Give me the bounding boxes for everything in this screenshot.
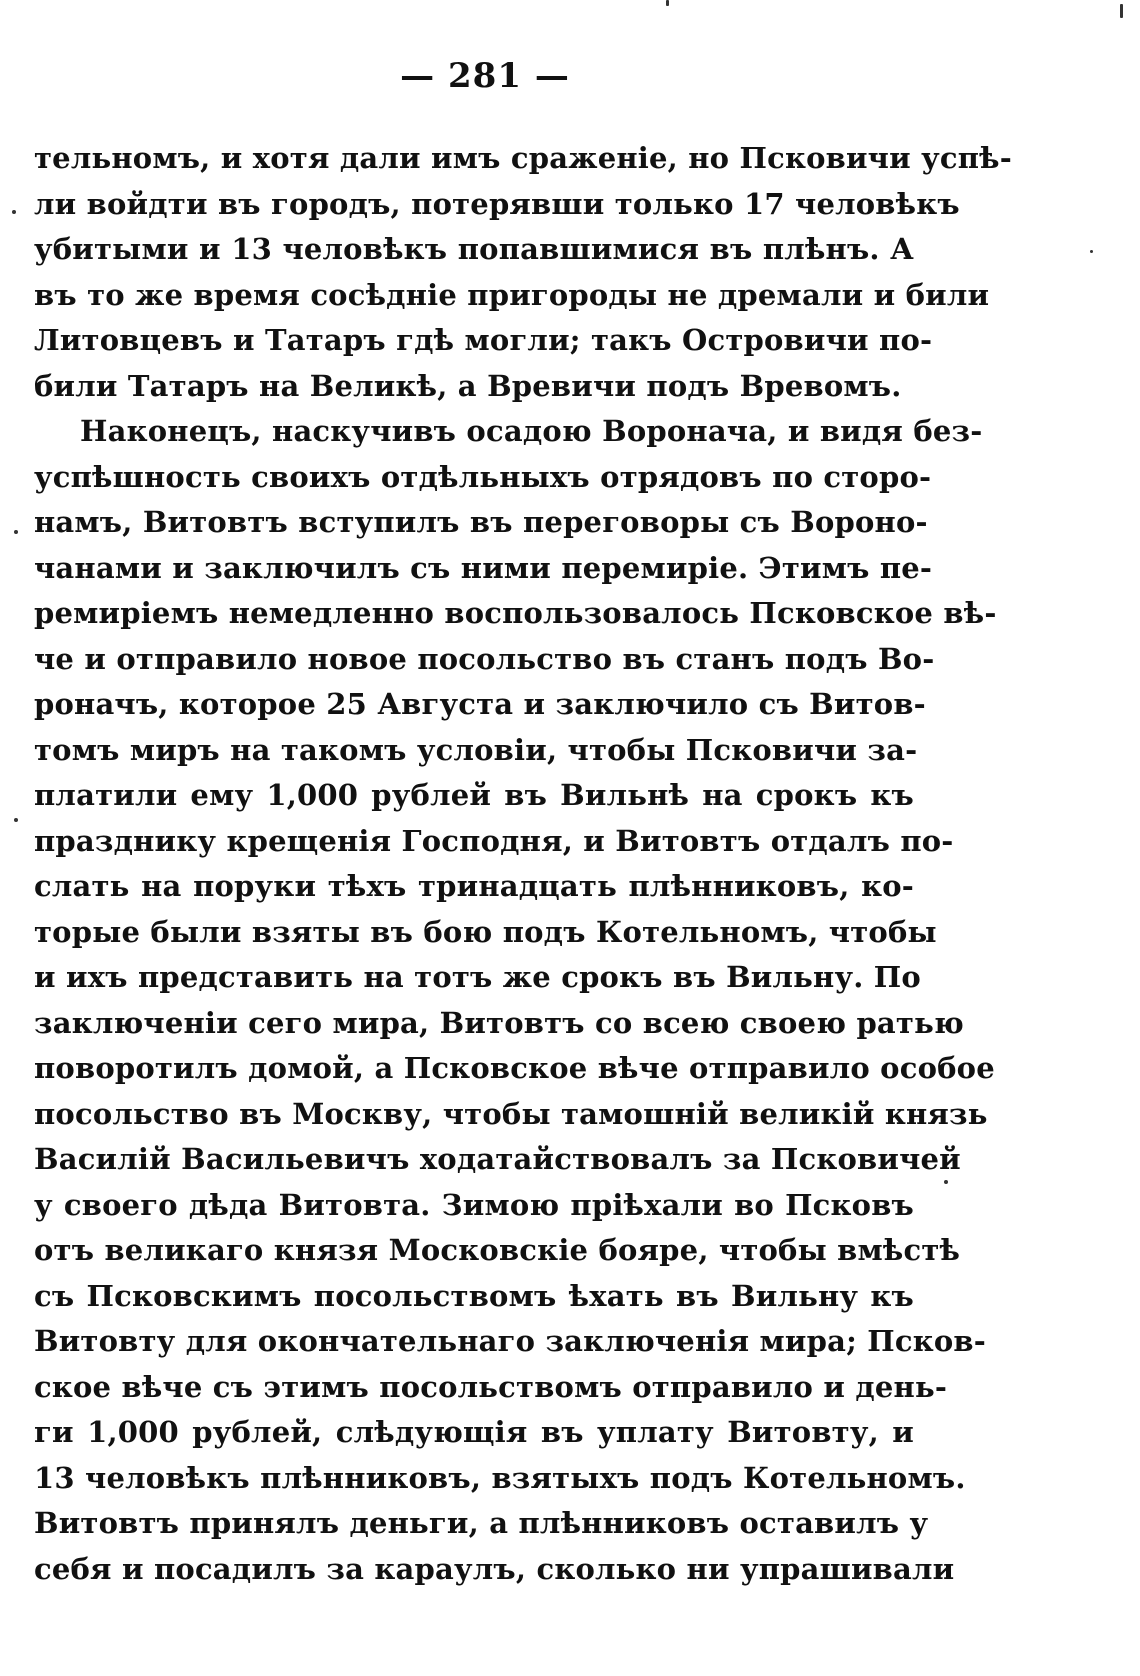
text-line: тельномъ, и хотя дали имъ сраженіе, но Псковичи успѣ- — [34, 141, 1012, 175]
scan-speck — [14, 530, 18, 534]
text-line: празднику крещенія Господня, и Витовтъ отдалъ по- — [34, 823, 954, 858]
text-line: успѣшность своихъ отдѣльныхъ отрядовъ по сторо- — [34, 459, 932, 494]
text-line: били Татаръ на Великѣ, а Вревичи подъ Вревомъ. — [34, 368, 902, 403]
text-line: въ то же время сосѣдніе пригороды не дремали и били — [34, 277, 990, 312]
text-line: отъ великаго князя Московскіе бояре, чтобы вмѣстѣ — [34, 1233, 961, 1267]
scan-edge-mark — [666, 0, 669, 6]
scan-edge-mark — [1120, 4, 1123, 18]
text-line: роначъ, которое 25 Августа и заключило съ Витов- — [34, 687, 926, 721]
text-line: ское вѣче съ этимъ посольствомъ отправило и день- — [34, 1369, 948, 1404]
text-line: посольство въ Москву, чтобы тамошній великій князь — [34, 1096, 988, 1131]
text-line: Витовтъ принялъ деньги, а плѣнниковъ оставилъ у — [34, 1506, 929, 1540]
text-line: съ Псковскимъ посольствомъ ѣхать въ Вильну къ — [34, 1278, 914, 1313]
page-number: — 281 — — [400, 56, 570, 96]
paragraph-start-line: Наконецъ, наскучивъ осадою Воронача, и видя без- — [80, 414, 983, 448]
text-line: чанами и заключилъ съ ними перемиріе. Этимъ пе- — [34, 550, 933, 585]
scan-speck — [944, 1180, 948, 1184]
scan-speck — [1090, 250, 1093, 253]
text-line: томъ миръ на такомъ условіи, чтобы Псковичи за- — [34, 732, 918, 767]
text-line: убитыми и 13 человѣкъ попавшимися въ плѣнъ. А — [34, 232, 914, 266]
scan-speck — [14, 818, 18, 822]
text-line: и ихъ представить на тотъ же срокъ въ Вильну. По — [34, 960, 921, 994]
body-text — [34, 136, 1012, 1592]
text-line: слать на поруки тѣхъ тринадцать плѣнниковъ, ко- — [34, 869, 914, 903]
text-line: ремиріемъ немедленно воспользовалось Псковское вѣ- — [34, 596, 997, 630]
text-line: заключеніи сего мира, Витовтъ со всею своею ратью — [34, 1005, 964, 1040]
text-line: че и отправило новое посольство въ станъ подъ Во- — [34, 641, 935, 676]
text-line: Василій Васильевичъ ходатайствовалъ за Псковичей — [34, 1142, 961, 1176]
text-line: намъ, Витовтъ вступилъ въ переговоры съ Вороно- — [34, 505, 928, 539]
text-line: платили ему 1,000 рублей въ Вильнѣ на срокъ къ — [34, 778, 914, 812]
text-line: поворотилъ домой, а Псковское вѣче отправило особое — [34, 1051, 995, 1085]
text-line: ли войдти въ городъ, потерявши только 17 человѣкъ — [34, 186, 960, 221]
text-line: ги 1,000 рублей, слѣдующія въ уплату Витовту, и — [34, 1415, 914, 1449]
text-line: Литовцевъ и Татаръ гдѣ могли; такъ Островичи по- — [34, 323, 933, 357]
text-line: 13 человѣкъ плѣнниковъ, взятыхъ подъ Котельномъ. — [34, 1460, 966, 1495]
scan-speck — [12, 210, 16, 214]
text-line: Витовту для окончательнаго заключенія мира; Псков- — [34, 1324, 987, 1358]
text-line: у своего дѣда Витовта. Зимою пріѣхали во Псковъ — [34, 1187, 914, 1222]
text-line: торые были взяты въ бою подъ Котельномъ, чтобы — [34, 914, 937, 949]
text-line: себя и посадилъ за караулъ, сколько ни упрашивали — [34, 1551, 955, 1586]
